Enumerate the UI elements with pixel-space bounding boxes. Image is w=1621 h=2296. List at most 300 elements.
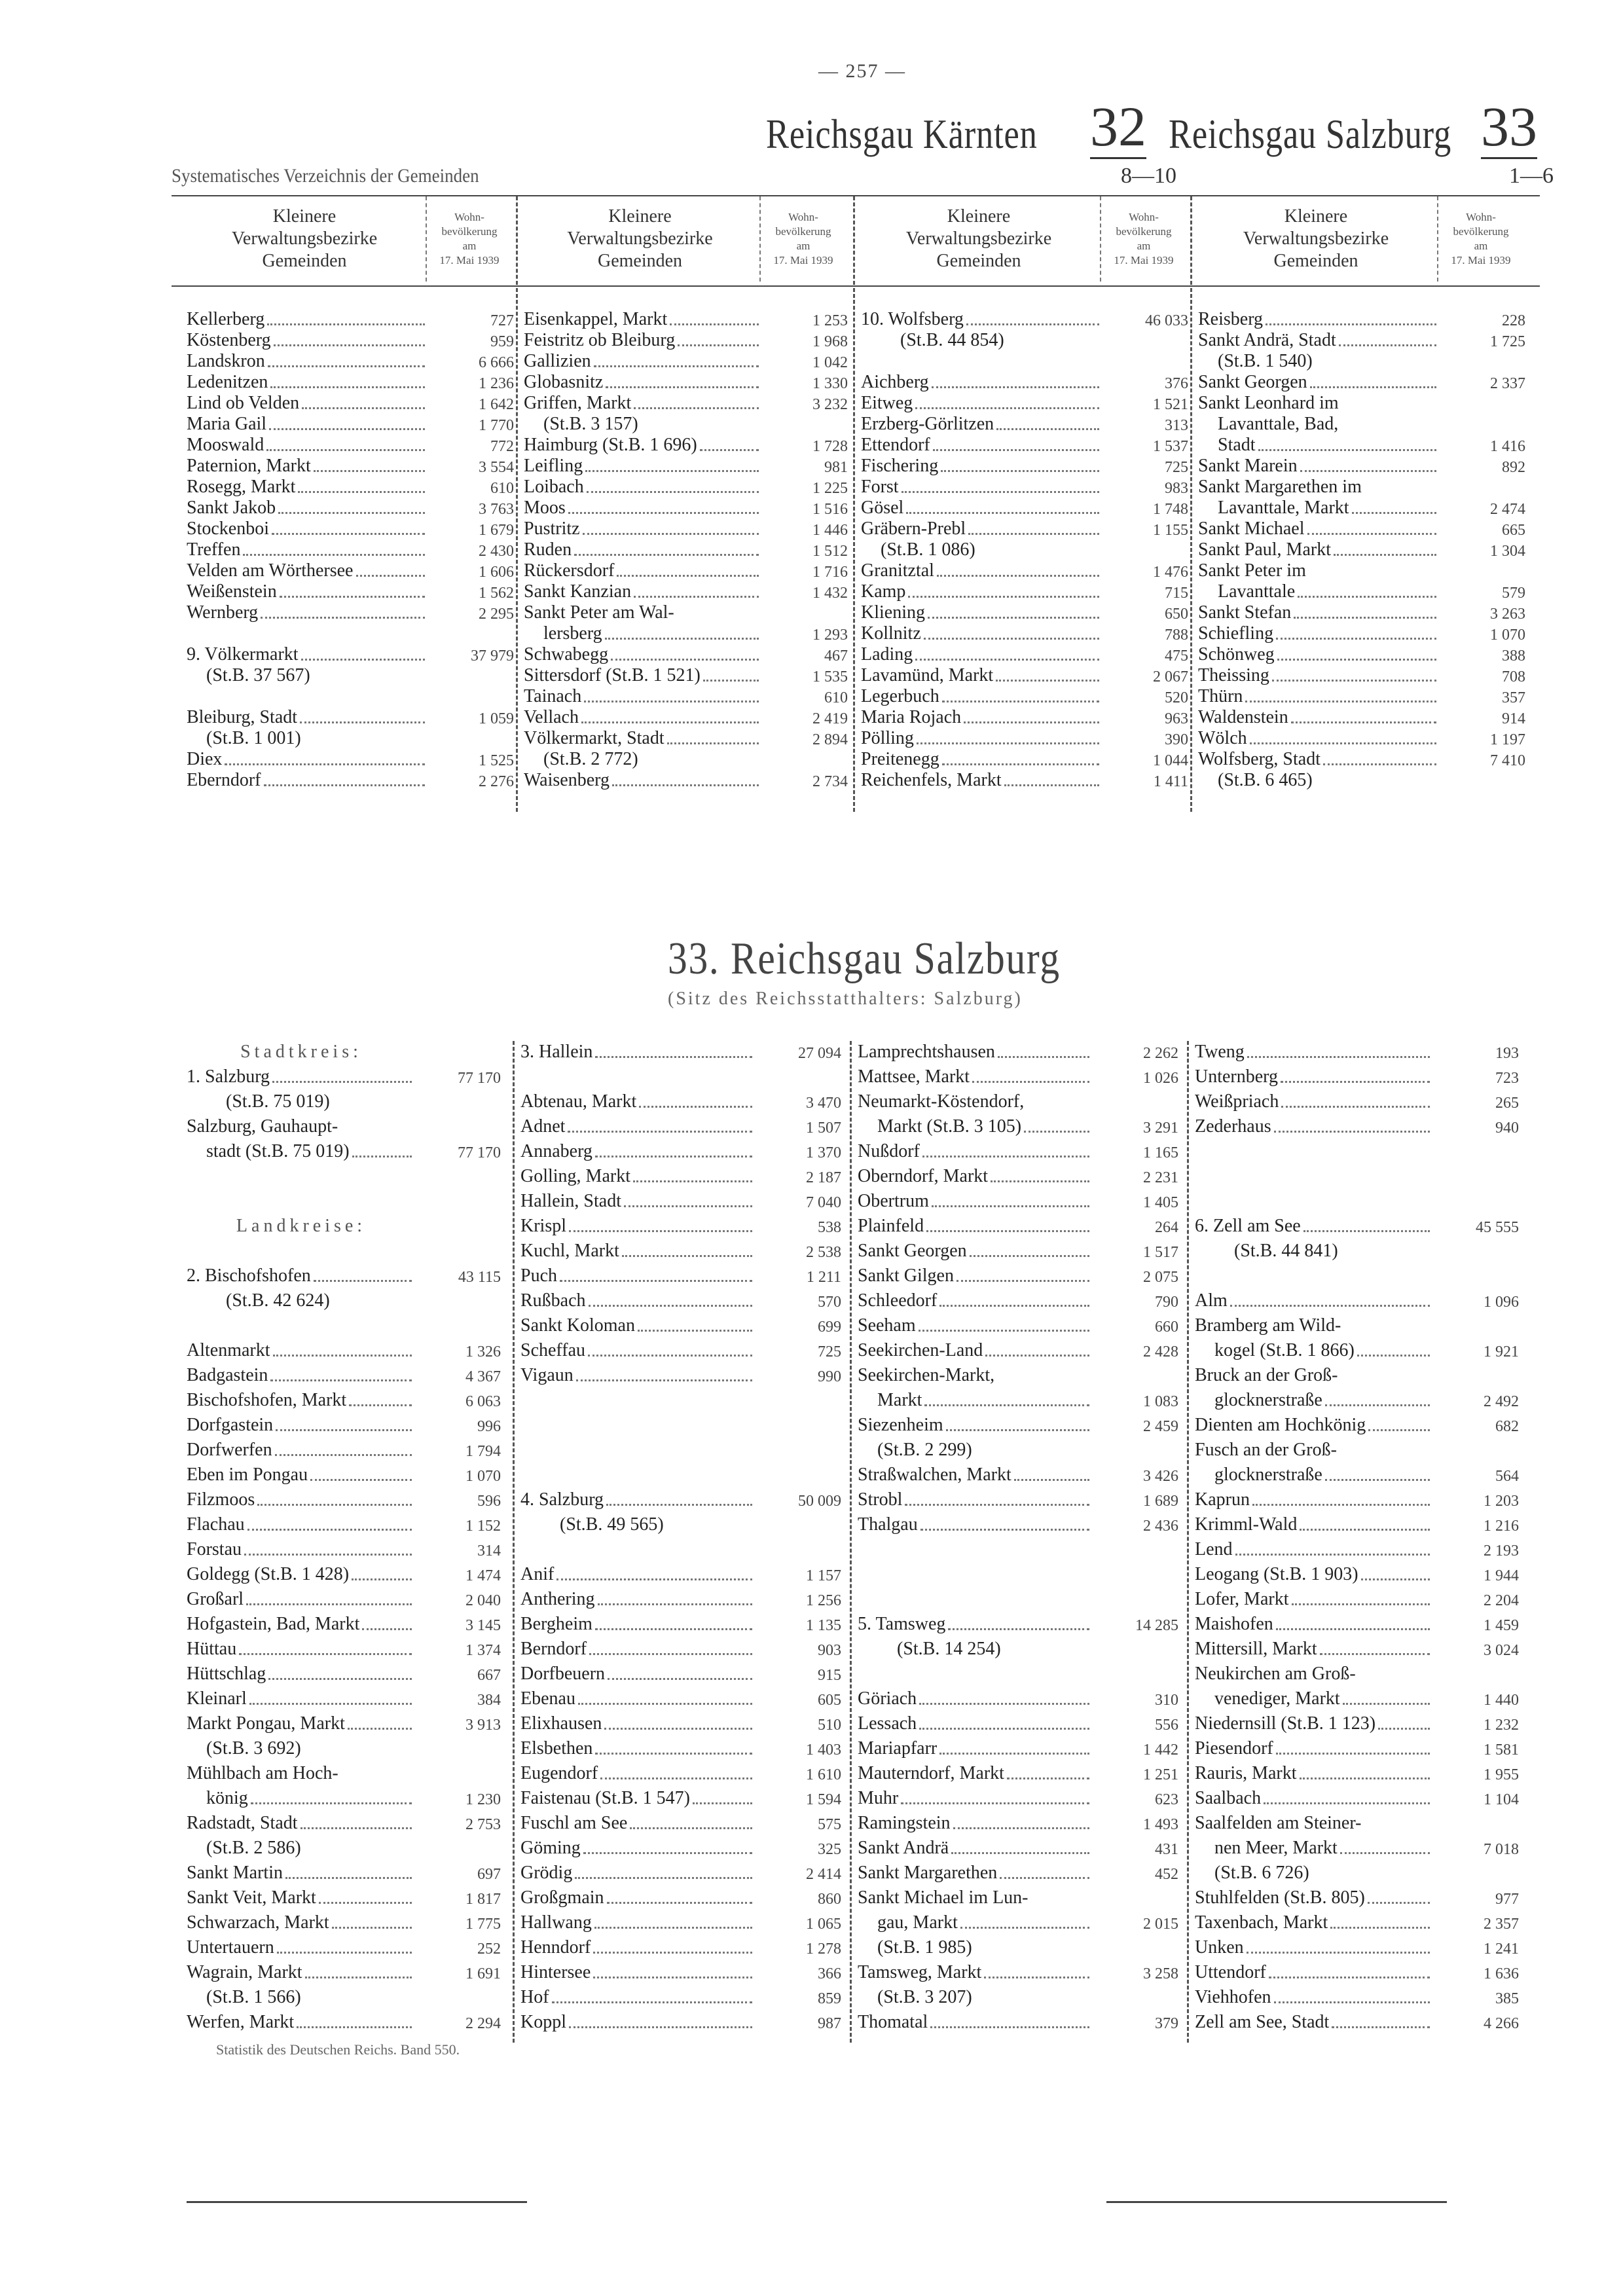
table-row bbox=[861, 414, 1188, 435]
municipality-name: Niedernsill (St.B. 1 123) bbox=[1195, 1713, 1376, 1734]
municipality-name: 2. Bischofshofen bbox=[187, 1266, 311, 1286]
population-value: 1 725 bbox=[1490, 333, 1525, 350]
municipality-name: Lading bbox=[861, 644, 913, 665]
table-row bbox=[520, 1585, 841, 1610]
municipality-name: Erzberg-Görlitzen bbox=[861, 414, 994, 434]
dot-leader bbox=[594, 1927, 752, 1929]
column-divider bbox=[516, 288, 518, 812]
population-value: 1 516 bbox=[812, 501, 848, 518]
municipality-name: Stadt bbox=[1218, 435, 1256, 455]
population-value: 2 474 bbox=[1490, 501, 1525, 518]
dot-leader bbox=[319, 1902, 412, 1904]
population-value: 77 170 bbox=[458, 1144, 501, 1161]
table-row bbox=[858, 1112, 1178, 1137]
table-row bbox=[861, 477, 1188, 498]
municipality-name: Großarl bbox=[187, 1589, 244, 1609]
municipality-name: Ettendorf bbox=[861, 435, 930, 455]
table-row bbox=[1195, 1087, 1519, 1112]
municipality-name: Maishofen bbox=[1195, 1614, 1273, 1634]
population-value: 892 bbox=[1502, 459, 1525, 476]
municipality-name: Alm bbox=[1195, 1290, 1228, 1311]
municipality-name: lersberg bbox=[543, 623, 602, 644]
municipality-name: Dienten am Hochkönig bbox=[1195, 1415, 1366, 1435]
table-row bbox=[187, 1610, 501, 1635]
population-value: 1 304 bbox=[1490, 543, 1525, 560]
municipality-name: 3. Hallein bbox=[520, 1042, 593, 1062]
dot-leader bbox=[593, 1952, 752, 1954]
municipality-name: Weißpriach bbox=[1195, 1091, 1279, 1112]
header-label: bevölkerung bbox=[775, 225, 831, 238]
municipality-name: Siezenheim bbox=[858, 1415, 943, 1435]
municipality-name: Fuschl am See bbox=[520, 1813, 628, 1833]
population-value: 43 115 bbox=[458, 1269, 501, 1286]
table-row bbox=[1198, 435, 1525, 456]
population-value: 575 bbox=[818, 1816, 841, 1833]
table-row bbox=[187, 1734, 501, 1759]
municipality-name: Göriach bbox=[858, 1688, 917, 1709]
municipality-name: Flachau bbox=[187, 1514, 245, 1535]
dot-leader bbox=[569, 1230, 752, 1232]
municipality-name: Unternberg bbox=[1195, 1066, 1278, 1087]
table-row bbox=[1195, 1908, 1519, 1933]
dot-leader bbox=[257, 1504, 412, 1506]
dot-leader bbox=[244, 1554, 412, 1556]
table-row bbox=[520, 1262, 841, 1286]
population-value: 27 094 bbox=[798, 1045, 841, 1062]
table-row bbox=[520, 1311, 841, 1336]
table-row bbox=[1195, 1585, 1519, 1610]
dot-leader bbox=[581, 721, 759, 723]
population-value: 983 bbox=[1165, 480, 1188, 497]
municipality-name: Mittersill, Markt bbox=[1195, 1639, 1317, 1659]
population-value: 596 bbox=[477, 1493, 501, 1510]
dot-leader bbox=[270, 386, 425, 388]
dot-leader bbox=[1252, 1504, 1430, 1506]
dot-leader bbox=[941, 470, 1099, 472]
population-value: 1 096 bbox=[1484, 1294, 1519, 1311]
table-row bbox=[524, 749, 848, 770]
municipality-name: Hüttau bbox=[187, 1639, 237, 1659]
municipality-name: Abtenau, Markt bbox=[520, 1091, 637, 1112]
table-row bbox=[520, 2008, 841, 2033]
table-row bbox=[861, 309, 1188, 330]
municipality-name: Sankt Paul, Markt bbox=[1198, 539, 1331, 560]
column-header-name bbox=[524, 196, 756, 282]
dot-leader bbox=[1334, 554, 1436, 556]
table-row bbox=[1198, 414, 1525, 435]
population-value: 1 944 bbox=[1484, 1567, 1519, 1584]
population-value: 903 bbox=[818, 1642, 841, 1659]
municipality-name: Hof bbox=[520, 1987, 549, 2007]
municipality-name: Tainach bbox=[524, 686, 582, 706]
table-row bbox=[1195, 1137, 1519, 1162]
table-column bbox=[861, 309, 1188, 791]
municipality-name: Sankt Michael bbox=[1198, 519, 1305, 539]
dot-leader bbox=[1378, 1728, 1430, 1730]
header-label: bevölkerung bbox=[441, 225, 498, 238]
dot-leader bbox=[908, 596, 1099, 598]
population-value: 376 bbox=[1165, 375, 1188, 392]
municipality-name: Sankt Andrä, Stadt bbox=[1198, 330, 1336, 350]
population-value: 2 294 bbox=[465, 2015, 501, 2032]
population-value: 14 285 bbox=[1135, 1617, 1178, 1634]
table-row bbox=[524, 686, 848, 707]
dot-leader bbox=[310, 1479, 412, 1481]
table-row bbox=[187, 1585, 501, 1610]
population-value: 1 374 bbox=[465, 1642, 501, 1659]
dot-leader bbox=[587, 491, 759, 493]
municipality-name: Radstadt, Stadt bbox=[187, 1813, 298, 1833]
table-row bbox=[858, 1685, 1178, 1709]
municipality-name: Grödig bbox=[520, 1863, 573, 1883]
dot-leader bbox=[606, 1504, 752, 1506]
dot-leader bbox=[960, 1927, 1089, 1929]
dot-leader bbox=[700, 449, 759, 451]
dot-leader bbox=[922, 1156, 1089, 1157]
municipality-name: (St.B. 1 985) bbox=[877, 1937, 972, 1958]
dot-leader bbox=[1357, 1355, 1430, 1357]
dot-leader bbox=[1247, 1056, 1430, 1058]
table-row bbox=[520, 1859, 841, 1884]
dot-leader bbox=[1325, 1404, 1430, 1406]
dot-leader bbox=[924, 1404, 1089, 1406]
dot-leader bbox=[1368, 1902, 1430, 1904]
municipality-name: Sankt Stefan bbox=[1198, 602, 1292, 623]
table-row bbox=[1195, 1436, 1519, 1461]
dot-leader bbox=[560, 1280, 752, 1282]
column-header-name bbox=[861, 196, 1097, 282]
table-row bbox=[187, 1286, 501, 1311]
table-row bbox=[187, 1112, 501, 1137]
table-row bbox=[858, 1286, 1178, 1311]
dot-leader bbox=[314, 470, 425, 472]
header-label: 17. Mai 1939 bbox=[1114, 254, 1174, 266]
population-value: 2 459 bbox=[1143, 1418, 1178, 1435]
table-row bbox=[187, 393, 514, 414]
header-label: Wohn- bbox=[1129, 211, 1159, 223]
municipality-name: Kliening bbox=[861, 602, 925, 623]
population-value: 1 517 bbox=[1143, 1244, 1178, 1261]
municipality-name: Kamp bbox=[861, 581, 906, 602]
population-value: 37 979 bbox=[471, 647, 514, 665]
header-label: Gemeinden bbox=[936, 251, 1021, 271]
dot-leader bbox=[928, 617, 1099, 619]
table-row bbox=[187, 581, 514, 602]
population-value: 1 606 bbox=[479, 564, 514, 581]
municipality-name: Sankt Georgen bbox=[1198, 372, 1307, 392]
dot-leader bbox=[1230, 1305, 1430, 1307]
population-value: 1 065 bbox=[806, 1916, 841, 1933]
table-row bbox=[520, 1759, 841, 1784]
table-row bbox=[861, 707, 1188, 728]
table-row bbox=[187, 770, 514, 791]
section-title-salzburg: 33. Reichsgau Salzburg bbox=[668, 934, 1061, 984]
population-value: 1 817 bbox=[465, 1891, 501, 1908]
population-value: 1 689 bbox=[1143, 1493, 1178, 1510]
population-value: 1 476 bbox=[1153, 564, 1188, 581]
table-row bbox=[1198, 309, 1525, 330]
table-row bbox=[187, 686, 514, 707]
table-row bbox=[1198, 393, 1525, 414]
table-row bbox=[187, 1461, 501, 1485]
population-value: 1 152 bbox=[465, 1518, 501, 1535]
dot-leader bbox=[1323, 763, 1436, 765]
table-row bbox=[524, 665, 848, 686]
population-value: 475 bbox=[1165, 647, 1188, 665]
population-value: 996 bbox=[477, 1418, 501, 1435]
table-row bbox=[520, 1336, 841, 1361]
municipality-name: Schwabegg bbox=[524, 644, 609, 665]
municipality-name: Sankt Jakob bbox=[187, 498, 276, 518]
population-value: 1 197 bbox=[1490, 731, 1525, 748]
municipality-name: Mariapfarr bbox=[858, 1738, 938, 1758]
dot-leader bbox=[948, 1628, 1089, 1630]
table-column bbox=[187, 1038, 501, 2033]
table-row bbox=[187, 309, 514, 330]
dot-leader bbox=[1007, 1777, 1089, 1779]
dot-leader bbox=[285, 1877, 412, 1879]
document-subtitle: Systematisches Verzeichnis der Gemeinden bbox=[172, 165, 479, 187]
table-row bbox=[520, 1560, 841, 1585]
table-row bbox=[858, 1834, 1178, 1859]
table-row bbox=[520, 1286, 841, 1311]
municipality-name: Untertauern bbox=[187, 1937, 274, 1958]
table-row bbox=[524, 435, 848, 456]
municipality-name: 9. Völkermarkt bbox=[187, 644, 299, 665]
municipality-name: Thalgau bbox=[858, 1514, 918, 1535]
municipality-name: (St.B. 6 465) bbox=[1218, 770, 1313, 790]
table-row bbox=[520, 1610, 841, 1635]
dot-leader bbox=[970, 1255, 1089, 1257]
population-value: 2 187 bbox=[806, 1169, 841, 1186]
municipality-name: Wernberg bbox=[187, 602, 259, 623]
table-row bbox=[187, 1361, 501, 1386]
municipality-name: Sankt Georgen bbox=[858, 1241, 967, 1261]
population-value: 2 428 bbox=[1143, 1343, 1178, 1360]
municipality-name: Hüttschlag bbox=[187, 1664, 266, 1684]
dot-leader bbox=[1332, 2026, 1430, 2028]
municipality-name: 5. Tamsweg bbox=[858, 1614, 946, 1634]
population-value: 1 642 bbox=[479, 396, 514, 413]
municipality-name: Stuhlfelden (St.B. 805) bbox=[1195, 1887, 1365, 1908]
dot-leader bbox=[275, 1454, 412, 1456]
dot-leader bbox=[585, 470, 759, 472]
table-row bbox=[524, 560, 848, 581]
table-row bbox=[1195, 1560, 1519, 1585]
table-row bbox=[858, 1560, 1178, 1585]
population-value: 7 410 bbox=[1490, 752, 1525, 769]
header-label: bevölkerung bbox=[1453, 225, 1509, 238]
population-value: 723 bbox=[1495, 1070, 1519, 1087]
municipality-name: Markt Pongau, Markt bbox=[187, 1713, 345, 1734]
table-row bbox=[1195, 1112, 1519, 1137]
population-value: 959 bbox=[490, 333, 514, 350]
municipality-name: Sankt Peter am Wal- bbox=[524, 602, 674, 623]
municipality-name: Dorfwerfen bbox=[187, 1440, 272, 1460]
municipality-name: Sankt Veit, Markt bbox=[187, 1887, 316, 1908]
municipality-name: venediger, Markt bbox=[1214, 1688, 1340, 1709]
municipality-name: Eitweg bbox=[861, 393, 913, 413]
population-value: 1 157 bbox=[806, 1567, 841, 1584]
footer-text: Statistik des Deutschen Reichs. Band 550. bbox=[216, 2041, 460, 2058]
municipality-name: Lavanttale, Bad, bbox=[1218, 414, 1339, 434]
municipality-name: Uttendorf bbox=[1195, 1962, 1266, 1982]
population-value: 914 bbox=[1502, 710, 1525, 727]
dot-leader bbox=[633, 1180, 752, 1182]
table-row bbox=[1195, 1884, 1519, 1908]
table-row bbox=[858, 1187, 1178, 1212]
dot-leader bbox=[968, 533, 1099, 535]
table-row bbox=[524, 414, 848, 435]
population-value: 1 253 bbox=[812, 312, 848, 329]
dot-leader bbox=[261, 617, 425, 619]
header-label: Verwaltungsbezirke bbox=[231, 228, 378, 249]
municipality-name: Moos bbox=[524, 498, 566, 518]
municipality-name: Neumarkt-Köstendorf, bbox=[858, 1091, 1025, 1112]
population-value: 4 266 bbox=[1484, 2015, 1519, 2032]
dot-leader bbox=[268, 365, 425, 367]
municipality-name: Granitztal bbox=[861, 560, 934, 581]
municipality-name: Preitenegg bbox=[861, 749, 939, 769]
municipality-name: könig bbox=[206, 1788, 248, 1808]
table-row bbox=[861, 393, 1188, 414]
table-row bbox=[520, 1187, 841, 1212]
dot-leader bbox=[278, 512, 425, 514]
table-row bbox=[858, 1137, 1178, 1162]
municipality-name: Sankt Koloman bbox=[520, 1315, 635, 1336]
population-value: 50 009 bbox=[798, 1493, 841, 1510]
table-row bbox=[858, 1162, 1178, 1187]
municipality-name: Henndorf bbox=[520, 1937, 591, 1958]
population-value: 46 033 bbox=[1145, 312, 1188, 329]
table-row bbox=[520, 1510, 841, 1535]
population-value: 2 419 bbox=[812, 710, 848, 727]
population-value: 265 bbox=[1495, 1095, 1519, 1112]
population-value: 977 bbox=[1495, 1891, 1519, 1908]
municipality-name: nen Meer, Markt bbox=[1214, 1838, 1338, 1858]
dot-leader bbox=[1294, 617, 1436, 619]
municipality-name: Rußbach bbox=[520, 1290, 586, 1311]
dot-leader bbox=[906, 512, 1099, 514]
municipality-name: Kollnitz bbox=[861, 623, 921, 644]
population-value: 4 367 bbox=[465, 1368, 501, 1385]
municipality-name: Stockenboi bbox=[187, 519, 269, 539]
table-row bbox=[520, 1112, 841, 1137]
population-value: 1 474 bbox=[465, 1567, 501, 1584]
municipality-name: (St.B. 44 854) bbox=[900, 330, 1004, 350]
population-value: 2 753 bbox=[465, 1816, 501, 1833]
table-row bbox=[524, 372, 848, 393]
population-value: 520 bbox=[1165, 689, 1188, 706]
municipality-name: kogel (St.B. 1 866) bbox=[1214, 1340, 1355, 1360]
municipality-name: Gallizien bbox=[524, 351, 591, 371]
population-value: 193 bbox=[1495, 1045, 1519, 1062]
table-column bbox=[187, 309, 514, 791]
population-value: 610 bbox=[490, 480, 514, 497]
table-row bbox=[520, 1162, 841, 1187]
municipality-name: Kuchl, Markt bbox=[520, 1241, 619, 1261]
dot-leader bbox=[617, 575, 759, 577]
dot-leader bbox=[956, 1280, 1089, 1282]
population-value: 708 bbox=[1502, 668, 1525, 685]
dot-leader bbox=[1276, 1628, 1430, 1630]
table-row bbox=[858, 1709, 1178, 1734]
header-label: am bbox=[462, 240, 477, 252]
municipality-name: Forst bbox=[861, 477, 899, 497]
dot-leader bbox=[1274, 2001, 1430, 2003]
table-row bbox=[524, 644, 848, 665]
dot-leader bbox=[1361, 1578, 1430, 1580]
table-row bbox=[187, 707, 514, 728]
section-subtitle-salzburg: (Sitz des Reichsstatthalters: Salzburg) bbox=[668, 989, 1023, 1009]
table-row bbox=[1195, 1709, 1519, 1734]
dot-leader bbox=[670, 323, 759, 325]
dot-leader bbox=[1247, 1952, 1430, 1954]
table-row bbox=[1198, 644, 1525, 665]
dot-leader bbox=[634, 407, 759, 409]
dot-leader bbox=[953, 1827, 1089, 1829]
municipality-name: Viehhofen bbox=[1195, 1987, 1271, 2007]
dot-leader bbox=[946, 1429, 1089, 1431]
municipality-name: 1. Salzburg bbox=[187, 1066, 270, 1087]
municipality-name: (St.B. 75 019) bbox=[226, 1091, 330, 1112]
table-row bbox=[858, 1809, 1178, 1834]
table-row bbox=[1195, 1983, 1519, 2008]
dot-leader bbox=[607, 1902, 752, 1904]
municipality-name: Sittersdorf (St.B. 1 521) bbox=[524, 665, 701, 685]
municipality-name: Filzmoos bbox=[187, 1489, 255, 1510]
population-value: 2 262 bbox=[1143, 1045, 1178, 1062]
municipality-name: Zell am See, Stadt bbox=[1195, 2012, 1330, 2032]
dot-leader bbox=[919, 1330, 1089, 1332]
table-row bbox=[1195, 1038, 1519, 1063]
municipality-name: Paternion, Markt bbox=[187, 456, 311, 476]
dot-leader bbox=[919, 1728, 1089, 1730]
table-row bbox=[861, 435, 1188, 456]
dot-leader bbox=[270, 1379, 412, 1381]
population-value: 2 894 bbox=[812, 731, 848, 748]
dot-leader bbox=[937, 575, 1099, 577]
population-value: 1 512 bbox=[812, 543, 848, 560]
table-row bbox=[187, 519, 514, 539]
table-row bbox=[858, 1908, 1178, 1933]
title-kaernten: Reichsgau Kärnten bbox=[766, 111, 1038, 157]
table-row bbox=[1195, 1809, 1519, 1834]
population-value: 682 bbox=[1495, 1418, 1519, 1435]
dot-leader bbox=[1330, 1927, 1430, 1929]
dot-leader bbox=[915, 659, 1099, 661]
column-divider bbox=[1190, 196, 1192, 285]
table-row bbox=[858, 1087, 1178, 1112]
population-value: 699 bbox=[818, 1319, 841, 1336]
dot-leader bbox=[332, 1927, 412, 1929]
municipality-name: Elixhausen bbox=[520, 1713, 602, 1734]
municipality-name: Lavamünd, Markt bbox=[861, 665, 994, 685]
dot-leader bbox=[588, 1355, 752, 1357]
table-row bbox=[187, 1809, 501, 1834]
population-value: 1 104 bbox=[1484, 1791, 1519, 1808]
municipality-name: Sankt Margarethen bbox=[858, 1863, 998, 1883]
population-value: 1 070 bbox=[465, 1468, 501, 1485]
municipality-name: Lavanttale, Markt bbox=[1218, 498, 1349, 518]
dot-leader bbox=[1274, 1131, 1430, 1133]
municipality-name: Sankt Leonhard im bbox=[1198, 393, 1339, 413]
table-row bbox=[524, 477, 848, 498]
dot-leader bbox=[584, 701, 759, 702]
population-value: 1 155 bbox=[1153, 522, 1188, 539]
table-row bbox=[1195, 1510, 1519, 1535]
dot-leader bbox=[576, 1379, 752, 1381]
